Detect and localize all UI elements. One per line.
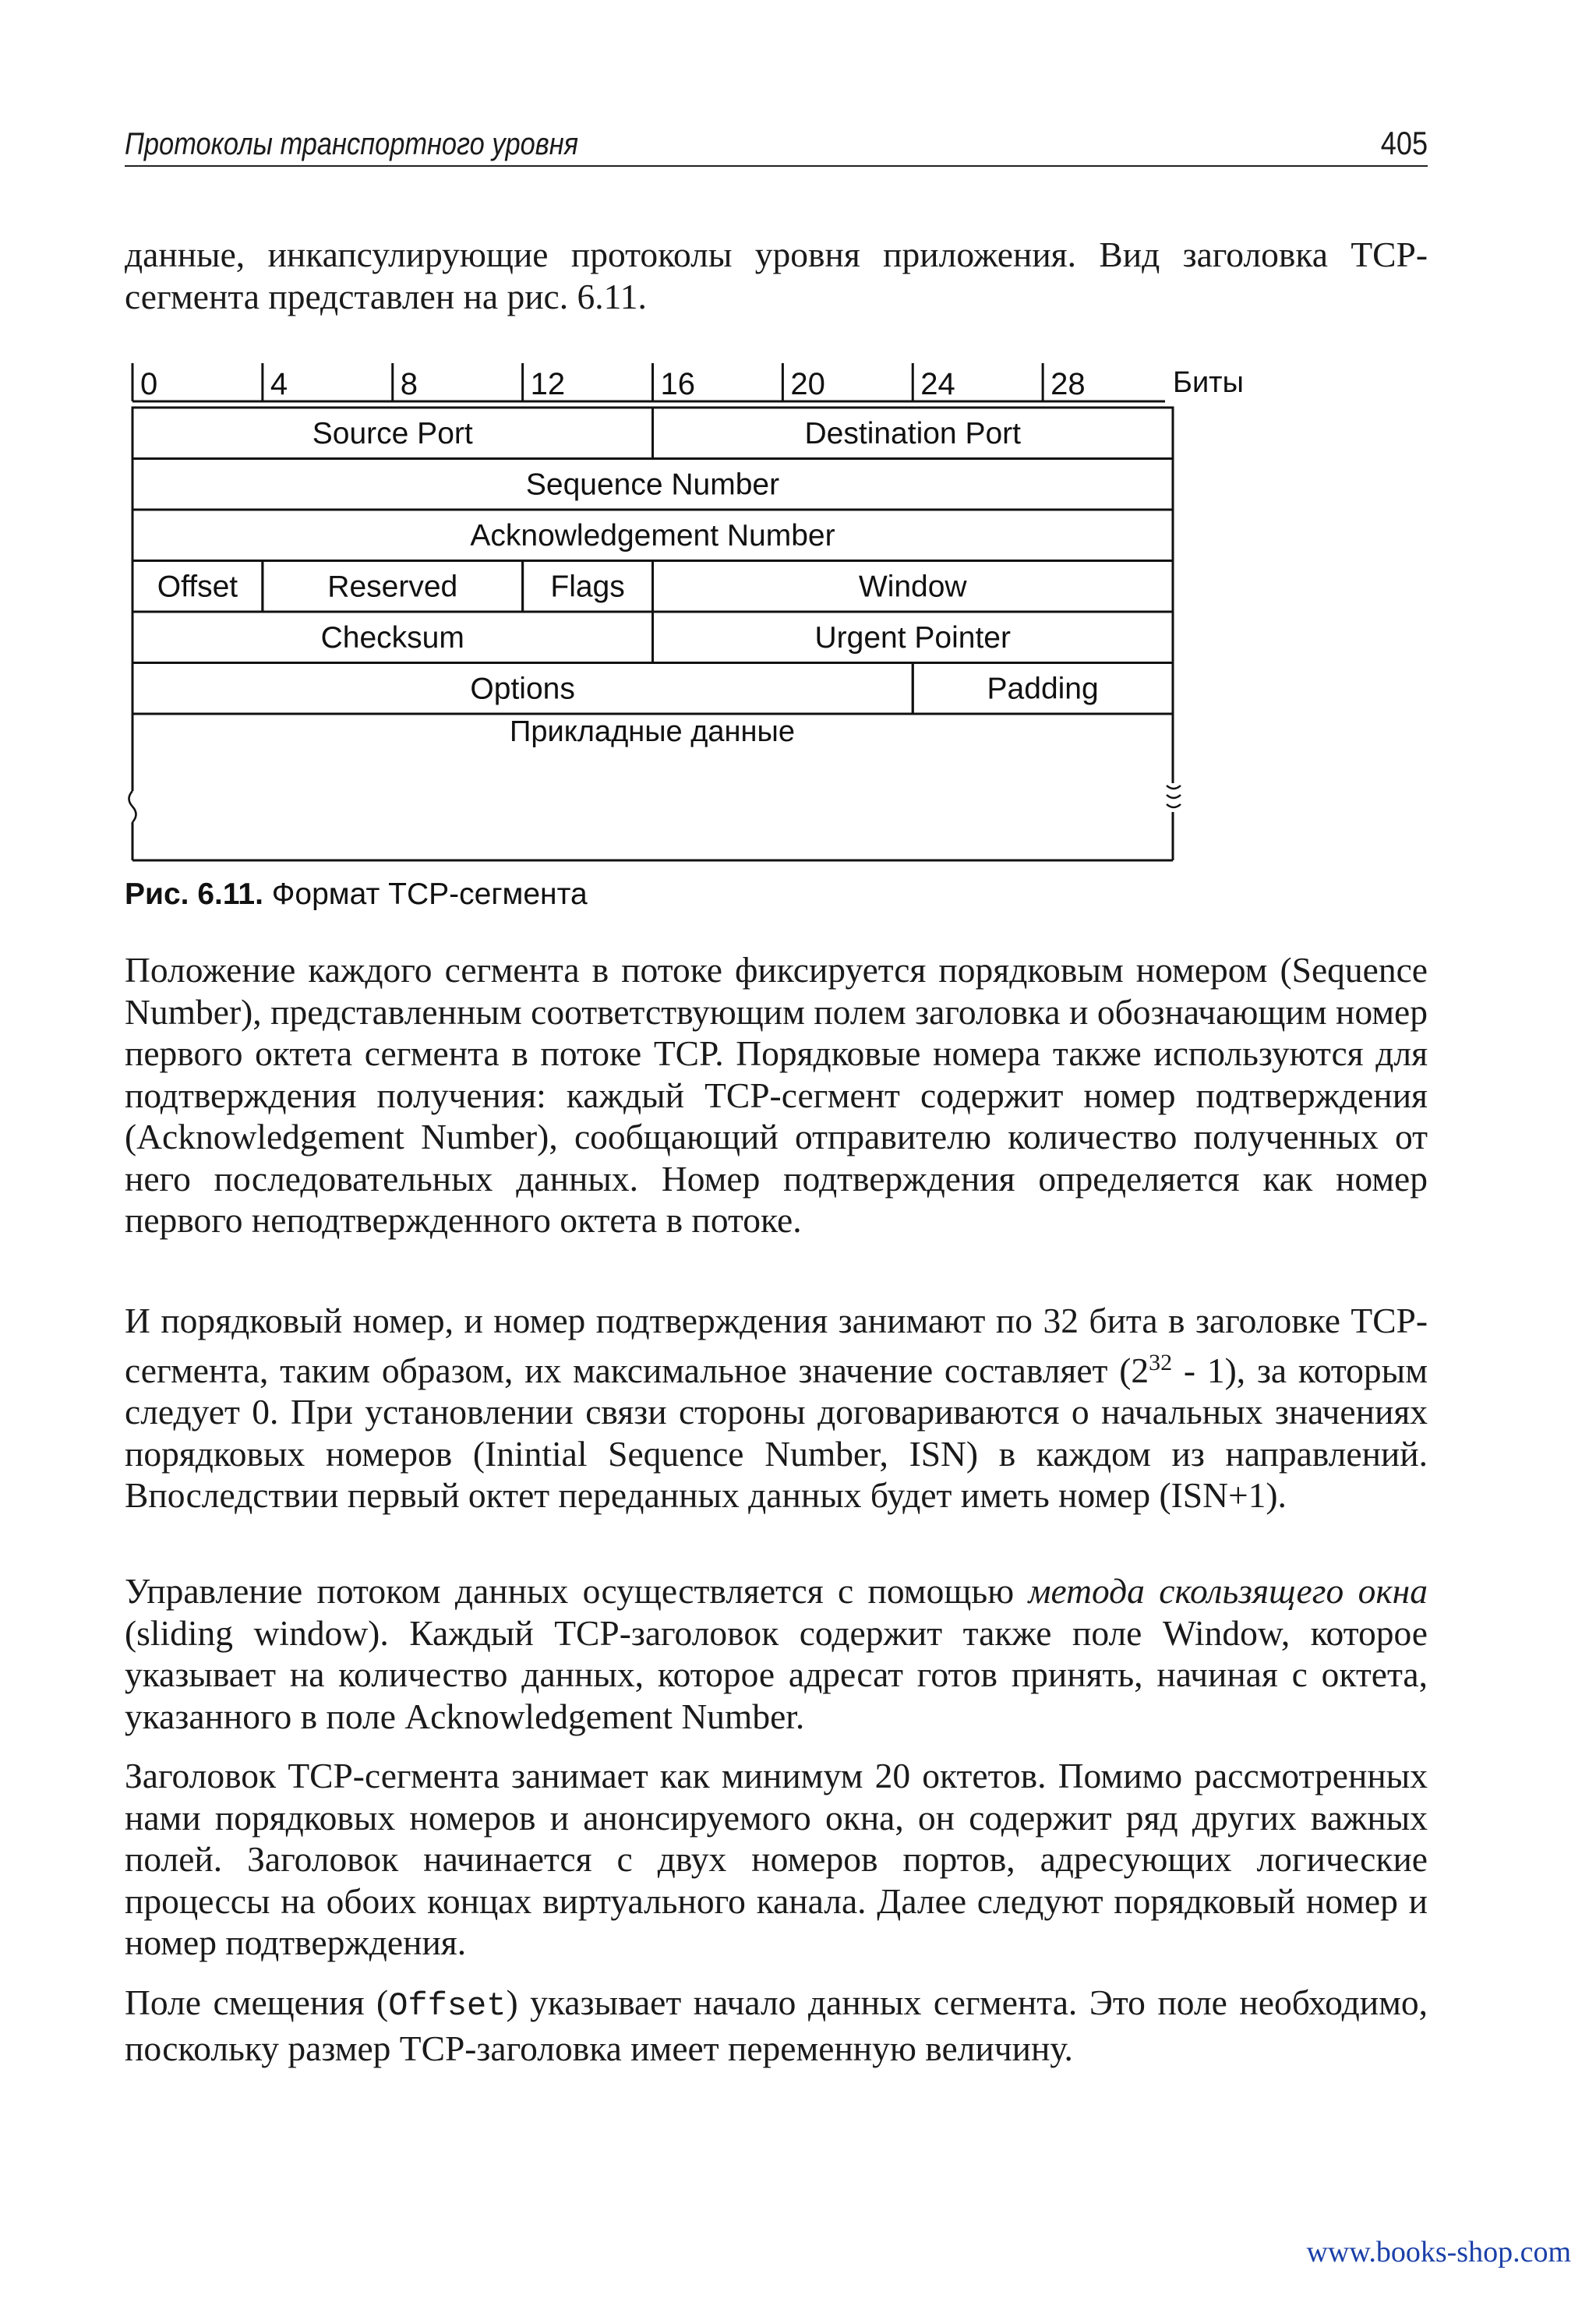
paragraph-isn-part-1: И порядковый номер, и номер подтверждения занимают по 32 бита в заголовке TCP-сегмента, таким образом, их максимальное значение составляет (2 <box>125 1301 1428 1390</box>
field-label: Options <box>470 672 575 706</box>
field-label: Urgent Pointer <box>814 620 1011 655</box>
bit-mark-label: 24 <box>920 367 955 401</box>
bit-mark-label: 4 <box>270 367 288 401</box>
field-label: Checksum <box>320 620 464 655</box>
application-data-label: Прикладные данные <box>510 715 795 748</box>
field-label: Flags <box>550 570 625 604</box>
tcp-segment-diagram <box>0 0 1596 904</box>
page-number: 405 <box>1380 125 1428 161</box>
bit-mark-label: 28 <box>1050 367 1086 401</box>
figure-caption <box>125 877 588 912</box>
paragraph-sliding-window <box>125 1570 1428 1737</box>
paragraph-sequence-number: Положение каждого сегмента в потоке фиксируется порядковым номером (Sequence Number), представленным соответствующим полем заголовка и обозначающим номер первого октета сегмента в потоке TCP. Порядковые номера также используются для подтверждения получения: каждый TCP-сегмент содержит номер подтверждения (Acknowledgement Number), сообщающий отправителю количество полученных от него последовательных данных. Номер подтверждения определяется как номер первого неподтвержденного октета в потоке. <box>125 950 1428 1240</box>
bit-mark-label: 0 <box>140 367 158 401</box>
paragraph-offset <box>125 1982 1428 2069</box>
bit-ruler <box>132 363 1165 401</box>
paragraph-header-fields: Заголовок TCP-сегмента занимает как минимум 20 октетов. Помимо рассмотренных нами порядковых номеров и анонсируемого окна, он содержит ряд других важных полей. Заголовок начинается с двух номеров портов, адресующих логические процессы на обоих концах виртуального канала. Далее следуют порядковый номер и номер подтверждения. <box>125 1756 1428 1962</box>
bit-mark-label: 20 <box>790 367 825 401</box>
field-label: Reserved <box>327 570 458 604</box>
exponent: 32 <box>1149 1349 1173 1375</box>
field-label: Padding <box>987 672 1099 706</box>
paragraph-window-part-1: Управление потоком данных осуществляется с помощью <box>125 1571 1029 1611</box>
intro-paragraph: данные, инкапсулирующие протоколы уровня приложения. Вид заголовка TCP-сегмента представлен на рис. 6.11. <box>125 235 1428 316</box>
field-label: Source Port <box>312 416 473 450</box>
bit-mark-label: 16 <box>660 367 695 401</box>
paragraph-isn-part-2: - 1), за которым следует 0. При установлении связи стороны договариваются о начальных значениях порядковых номеров (Inintial Sequence Number, ISN) в каждом из направлений. Впоследствии первый октет переданных данных будет иметь номер (ISN+1). <box>125 1350 1428 1516</box>
bits-axis-label: Биты <box>1173 366 1244 399</box>
caption-text: Формат TCP-сегмента <box>271 877 588 911</box>
section-title: Протоколы транспортного уровня <box>125 127 579 161</box>
field-label: Acknowledgement Number <box>470 518 835 553</box>
bit-mark-label: 12 <box>530 367 566 401</box>
caption-label: Рис. 6.11. <box>125 877 263 911</box>
offset-code: Offset <box>388 1987 507 2025</box>
field-label: Offset <box>157 570 238 604</box>
footer-url: www.books-shop.com <box>1306 2236 1571 2268</box>
field-label: Destination Port <box>804 416 1021 450</box>
left-break-mark <box>129 791 136 822</box>
paragraph-isn <box>125 1300 1428 1516</box>
application-data-block <box>129 711 1181 860</box>
field-label: Sequence Number <box>525 468 780 502</box>
bit-mark-label: 8 <box>400 367 418 401</box>
sliding-window-term: метода скользящего окна <box>1028 1571 1428 1611</box>
header-rows <box>132 408 1173 714</box>
right-break-mark <box>1167 786 1181 807</box>
paragraph-offset-part-2: ) указывает начало данных сегмента. Это поле необходимо, поскольку размер TCP-заголовка имеет переменную величину. <box>125 1982 1428 2068</box>
paragraph-offset-part-1: Поле смещения ( <box>125 1982 389 2022</box>
paragraph-window-part-2: (sliding window). Каждый TCP-заголовок содержит также поле Window, которое указывает на количество данных, которое адресат готов принять, начиная с октета, указанного в поле Acknowledgement Number. <box>125 1612 1428 1736</box>
field-label: Window <box>858 570 967 604</box>
